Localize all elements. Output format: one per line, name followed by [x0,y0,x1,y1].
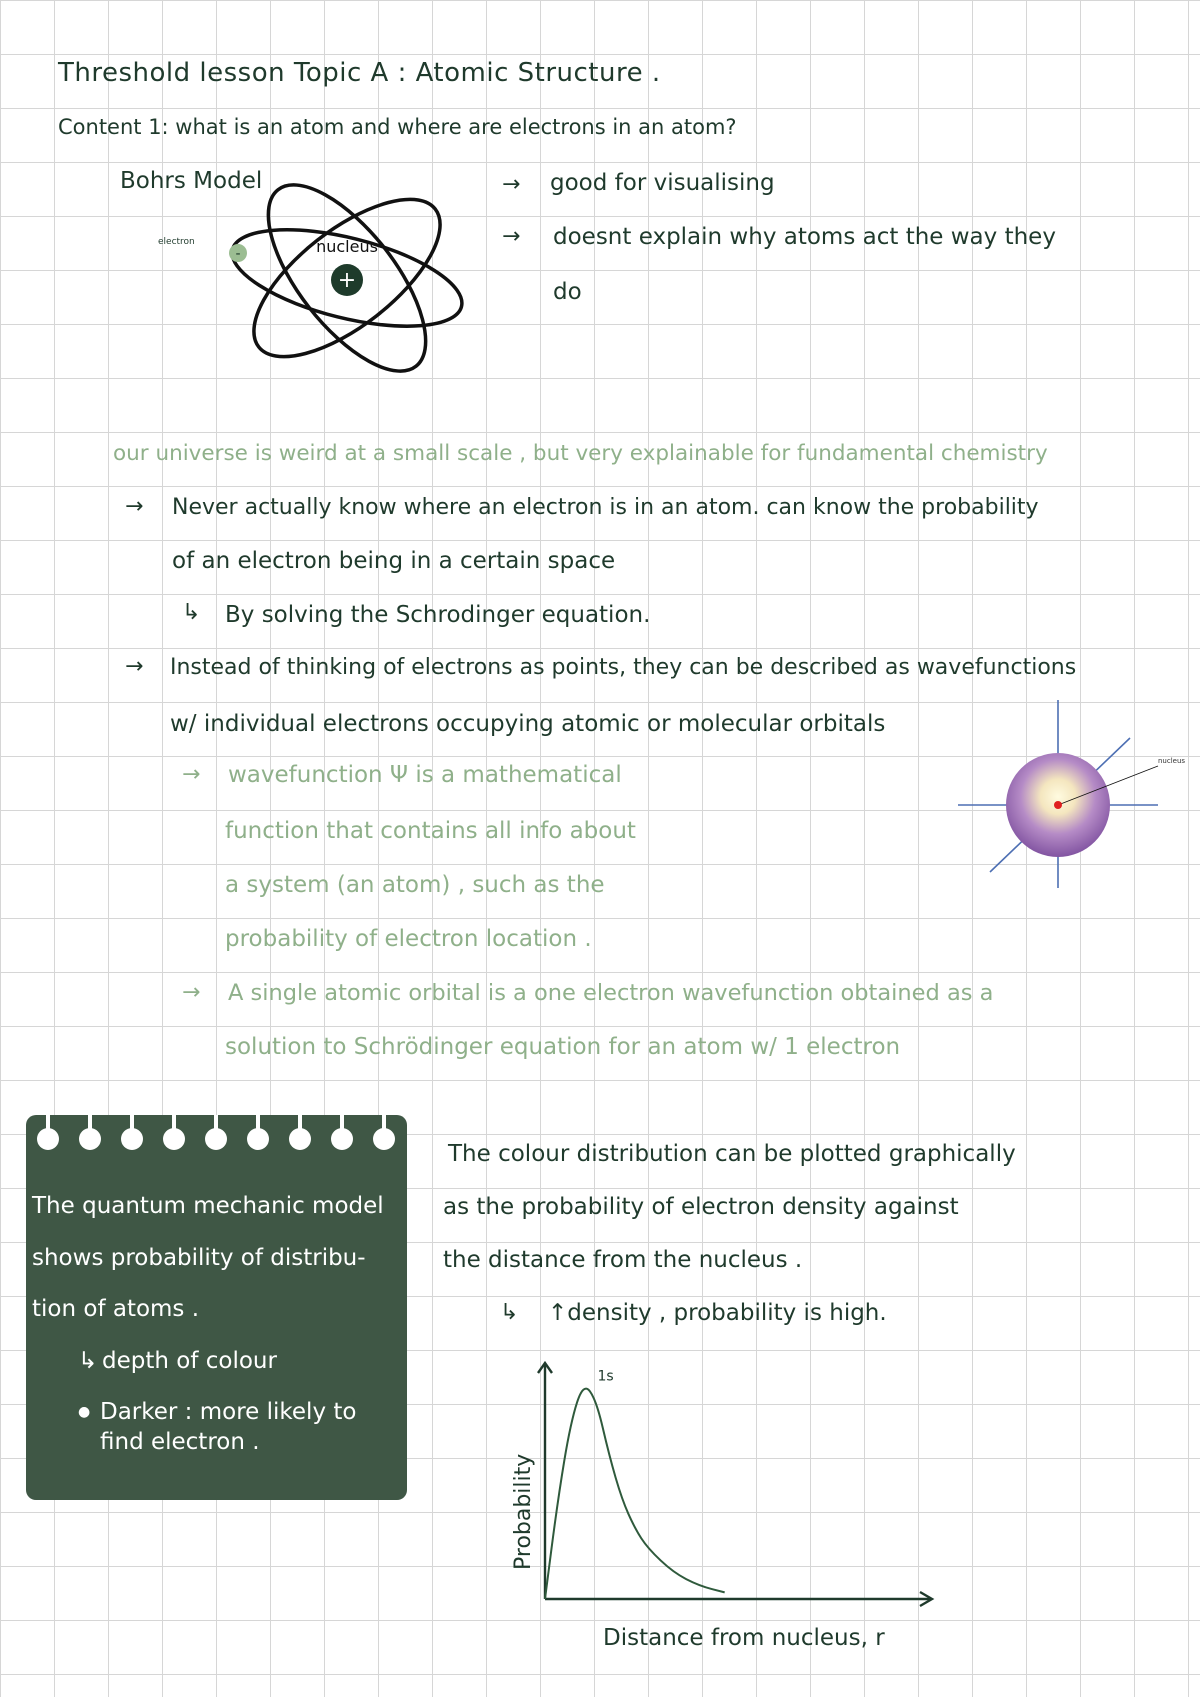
card-sub: depth of colour [102,1348,277,1374]
content-heading: Content 1: what is an atom and where are electrons in an atom? [58,115,737,139]
wavefunction-line-2: function that contains all info about [225,818,636,844]
bohr-atom-diagram [225,170,485,390]
bohr-point-2: doesnt explain why atoms act the way they [553,224,1056,250]
x-axis-label: Distance from nucleus, r [603,1625,885,1651]
graph-text-line-3: the distance from the nucleus . [443,1247,803,1273]
card-bullet-line-2: find electron . [100,1429,260,1455]
note-1-line-1: Never actually know where an electron is in an atom. can know the probability [172,495,1039,520]
bohr-heading: Bohrs Model [120,168,263,194]
electron-label: electron [158,237,195,247]
arrow-icon: → [125,494,144,519]
note-1-line-2: of an electron being in a certain space [172,548,616,574]
nucleus-plus: + [337,268,357,293]
card-sub-arrow-icon: ↳ [78,1348,98,1374]
arrow-icon: → [182,762,201,787]
page-title: Threshold lesson Topic A : Atomic Structure . [58,58,661,88]
series-line-1s [545,1389,725,1599]
electron-minus: - [235,246,241,262]
orbital-line-1: A single atomic orbital is a one electron wavefunction obtained as a [228,980,994,1006]
orbital-line-2: solution to Schrödinger equation for an atom w/ 1 electron [225,1034,901,1060]
card-line-1: The quantum mechanic model [32,1193,384,1219]
nucleus-label: nucleus [316,237,378,256]
axes [538,1363,932,1606]
series-label-1s: 1s [597,1368,614,1385]
bullet-icon: ● [78,1404,91,1420]
graph-sub: ↑density , probability is high. [548,1300,887,1326]
wavefunction-line-4: probability of electron location . [225,926,592,952]
bohr-point-1: good for visualising [550,170,775,196]
card-line-2: shows probability of distribu- [32,1245,366,1271]
graph-text-line-1: The colour distribution can be plotted graphically [448,1141,1016,1167]
wavefunction-line-1: wavefunction Ψ is a mathematical [228,762,622,788]
sub-arrow-icon: ↳ [182,600,201,625]
universe-note: our universe is weird at a small scale , but very explainable for fundamental chemistry [113,441,1048,466]
card-line-3: tion of atoms . [32,1296,200,1322]
note-2-line-1: Instead of thinking of electrons as points, they can be described as wavefunctions [170,655,1077,680]
wavefunction-line-3: a system (an atom) , such as the [225,872,605,898]
notebook-rings [26,1115,407,1175]
arrow-icon: → [502,172,521,197]
probability-chart [500,1355,960,1655]
arrow-icon: → [125,654,144,679]
note-card [26,1115,407,1500]
orbital-nucleus-label: nucleus [1158,757,1186,765]
arrow-icon: → [182,980,201,1005]
arrow-icon: → [502,224,521,249]
sub-arrow-icon: ↳ [500,1300,519,1325]
card-bullet-line-1: Darker : more likely to [100,1399,357,1425]
s-orbital-diagram [955,700,1195,900]
y-axis-label: Probability [511,1453,536,1570]
nucleus-dot [1054,801,1062,809]
bohr-point-3: do [553,279,582,305]
note-1-sub: By solving the Schrodinger equation. [225,602,651,628]
note-2-line-2: w/ individual electrons occupying atomic or molecular orbitals [170,711,886,737]
graph-text-line-2: as the probability of electron density against [443,1194,959,1220]
